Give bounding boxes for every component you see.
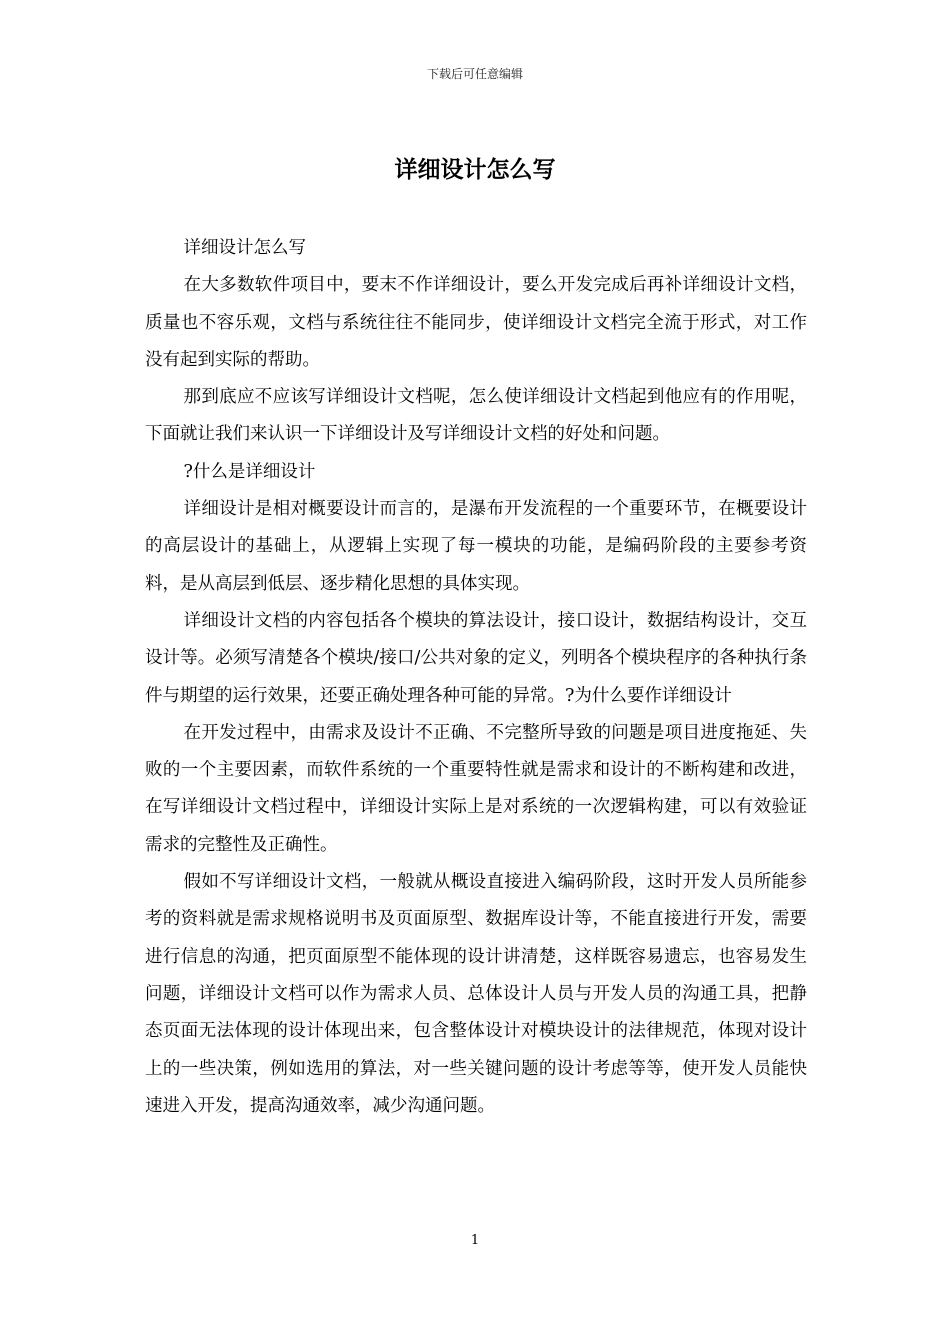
document-body xyxy=(145,230,807,1125)
paragraph-question: 那到底应不应该写详细设计文档呢，怎么使详细设计文档起到他应有的作用呢，下面就让我们来认识一下详细设计及写详细设计文档的好处和问题。 xyxy=(145,387,807,445)
document-title: 详细设计怎么写 xyxy=(394,156,556,183)
paragraph-intro: 在大多数软件项目中，要末不作详细设计，要么开发完成后再补详细设计文档，质量也不容乐观，文档与系统往往不能同步，使详细设计文档完全流于形式，对工作没有起到实际的帮助。 xyxy=(145,275,807,370)
paragraph-definition: 详细设计是相对概要设计而言的，是瀑布开发流程的一个重要环节，在概要设计的高层设计的基础上，从逻辑上实现了每一模块的功能，是编码阶段的主要参考资料，是从高层到低层、逐步精化思想的具体实现。 xyxy=(145,499,807,594)
paragraph-reason: 在开发过程中，由需求及设计不正确、不完整所导致的问题是项目进度拖延、失败的一个主要因素，而软件系统的一个重要特性就是需求和设计的不断构建和改进，在写详细设计文档过程中，详细设计实际上是对系统的一次逻辑构建，可以有效验证需求的完整性及正确性。 xyxy=(145,722,807,855)
paragraph-without-doc: 假如不写详细设计文档，一般就从概设直接进入编码阶段，这时开发人员所能参考的资料就是需求规格说明书及页面原型、数据库设计等，不能直接进行开发，需要进行信息的沟通，把页面原型不能体现的设计讲清楚，这样既容易遗忘，也容易发生问题，详细设计文档可以作为需求人员、总体设计人员与开发人员的沟通工具，把静态页面无法体现的设计体现出来，包含整体设计对模块设计的法律规范，体现对设计上的一些决策，例如选用的算法，对一些关键问题的设计考虑等等，使开发人员能快速进入开发，提高沟通效率，减少沟通问题。 xyxy=(145,872,807,1116)
section-heading-what: ?什么是详细设计 xyxy=(183,461,316,482)
paragraph-subtitle: 详细设计怎么写 xyxy=(183,238,306,258)
header-note: 下载后可任意编辑 xyxy=(426,67,523,81)
paragraph-contents: 详细设计文档的内容包括各个模块的算法设计，接口设计，数据结构设计，交互设计等。必须写清楚各个模块/接口/公共对象的定义，列明各个模块程序的各种执行条件与期望的运行效果，还要正确处理各种可能的异常。?为什么要作详细设计 xyxy=(145,610,807,706)
page-number: 1 xyxy=(470,1233,480,1248)
